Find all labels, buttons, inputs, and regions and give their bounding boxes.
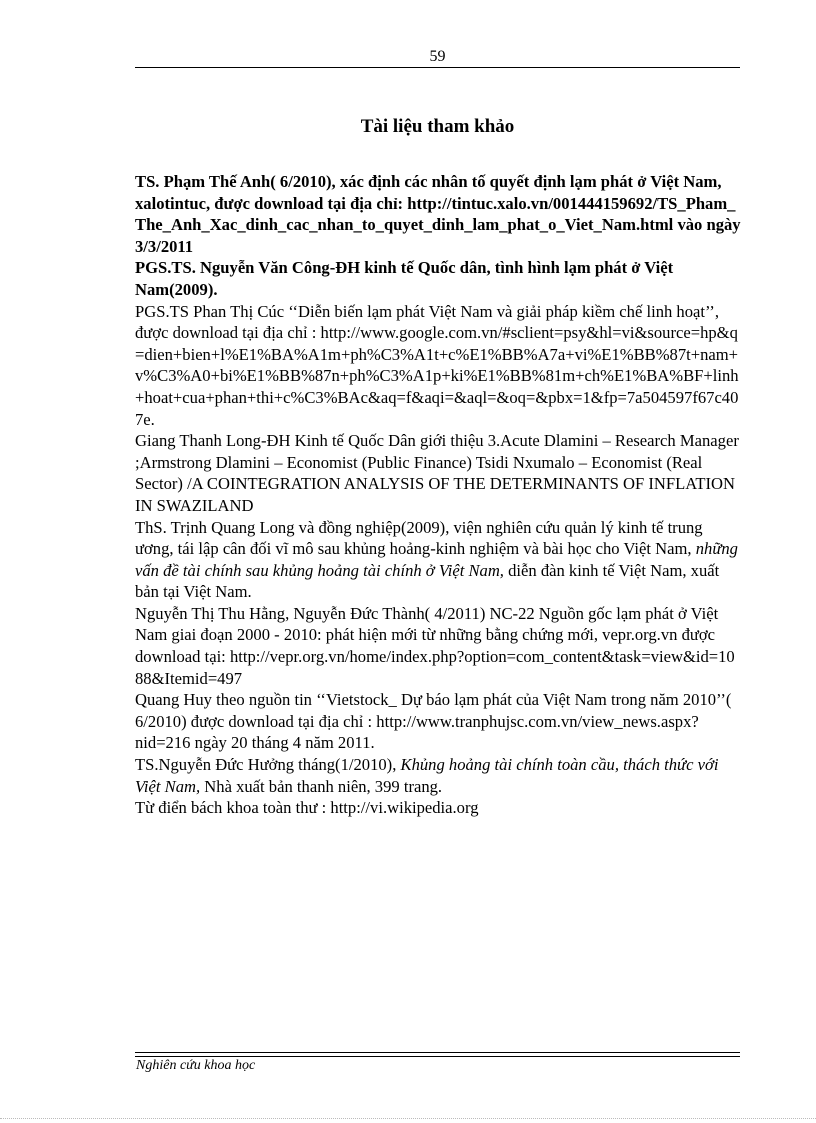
reference-text: Quang Huy theo nguồn tin ‘‘Vietstock_ Dự báo lạm phát của Việt Nam trong năm 2010’’( 6/2010) được download tại địa chỉ : [135, 690, 732, 731]
reference-url[interactable]: http://www.google.com.vn/#sclient=psy&hl=vi&source=hp&q=dien+bien+l%E1%BA%A1m+ph%C3%A1t+c%E1%BB%A7a+vi%E1%BB%87t+nam+v%C3%A0+bi%E1%BB%87n+ph%C3%A1p+ki%E1%BB%81m+ch%E1%BA%BF+linh+hoat+cua+phan+thi+c%C3%BAc&aq=f&aqi=&aql=&oq=&pbx=1&fp=7a504597f67c407e. [135, 323, 739, 429]
footer-rule-thin [135, 1056, 740, 1057]
page-title: Tài liệu tham khảo [360, 116, 515, 137]
reference-list [135, 171, 743, 819]
reference-text: Nguyễn Thị Thu Hằng, Nguyễn Đức Thành( 4/2011) NC-22 Nguồn gốc lạm phát ở Việt Nam giai đoạn 2000 - 2010: phát hiện mới từ những bằng chứng mới, vepr.org.vn được download tại: [135, 603, 719, 667]
reference-item [135, 517, 743, 603]
footer-text: Nghiên cứu khoa học [136, 1058, 256, 1073]
reference-italic-title: Khủng hoảng tài chính toàn cầu, thách thức với Việt Nam, [135, 755, 719, 796]
reference-italic-title: những vấn đề tài chính sau khủng hoảng tài chính ở Việt Nam, [135, 539, 738, 580]
reference-url[interactable]: http://vepr.org.vn/home/index.php?option=com_content&task=view&id=1088&Itemid=497 [135, 647, 735, 688]
reference-text: diễn đàn kinh tế Việt Nam, xuất bản tại Việt Nam. [135, 560, 720, 602]
reference-text: Nhà xuất bản thanh niên, 399 trang. [204, 776, 443, 796]
footer-rule [135, 1052, 740, 1053]
reference-item [135, 689, 743, 754]
header-rule [135, 67, 740, 68]
reference-text: TS.Nguyễn Đức Hưởng tháng(1/2010), [135, 755, 397, 775]
reference-item [135, 754, 743, 797]
reference-item [135, 171, 743, 257]
reference-text: ThS. Trịnh Quang Long và đồng nghiệp(2009), viện nghiên cứu quản lý kinh tế trung ương, tái lập cân đối vĩ mô sau khủng hoảng-kinh nghiệm và bài học cho Việt Nam, [135, 517, 703, 559]
page-number: 59 [429, 48, 446, 65]
reference-item: PGS.TS. Nguyễn Văn Công-ĐH kinh tế Quốc dân, tình hình lạm phát ở Việt Nam(2009). [135, 258, 674, 299]
reference-item [135, 301, 743, 431]
reference-item: Giang Thanh Long-ĐH Kinh tế Quốc Dân giới thiệu 3.Acute Dlamini – Research Manager ;Armstrong Dlamini – Economist (Public Finance) Tsidi Nxumalo – Economist (Real Sector) /A COINTEGRATION ANALYSIS OF THE DETERMINANTS OF INFLATION IN SWAZILAND [135, 431, 739, 515]
reference-text: PGS.TS Phan Thị Cúc ‘‘Diễn biến lạm phát Việt Nam và giải pháp kiềm chế linh hoạt’’, được download tại địa chỉ : [135, 301, 719, 343]
reference-item: Từ điển bách khoa toàn thư : http://vi.wikipedia.org [135, 798, 479, 818]
reference-url[interactable]: http://www.tranphujsc.com.vn/view_news.aspx?nid=216 ngày 20 tháng 4 năm 2011. [135, 711, 699, 753]
page-edge-divider [0, 1118, 816, 1119]
reference-text: TS. Phạm Thế Anh( 6/2010), xác định các nhân tố quyết định lạm phát ở Việt Nam, xalotintuc, được download tại địa chỉ: [135, 172, 722, 213]
reference-item [135, 603, 743, 689]
reference-url[interactable]: http://tintuc.xalo.vn/001444159692/TS_Pham_The_Anh_Xac_dinh_cac_nhan_to_quyet_dinh_lam_phat_o_Viet_Nam.html vào ngày 3/3/2011 [135, 193, 741, 256]
